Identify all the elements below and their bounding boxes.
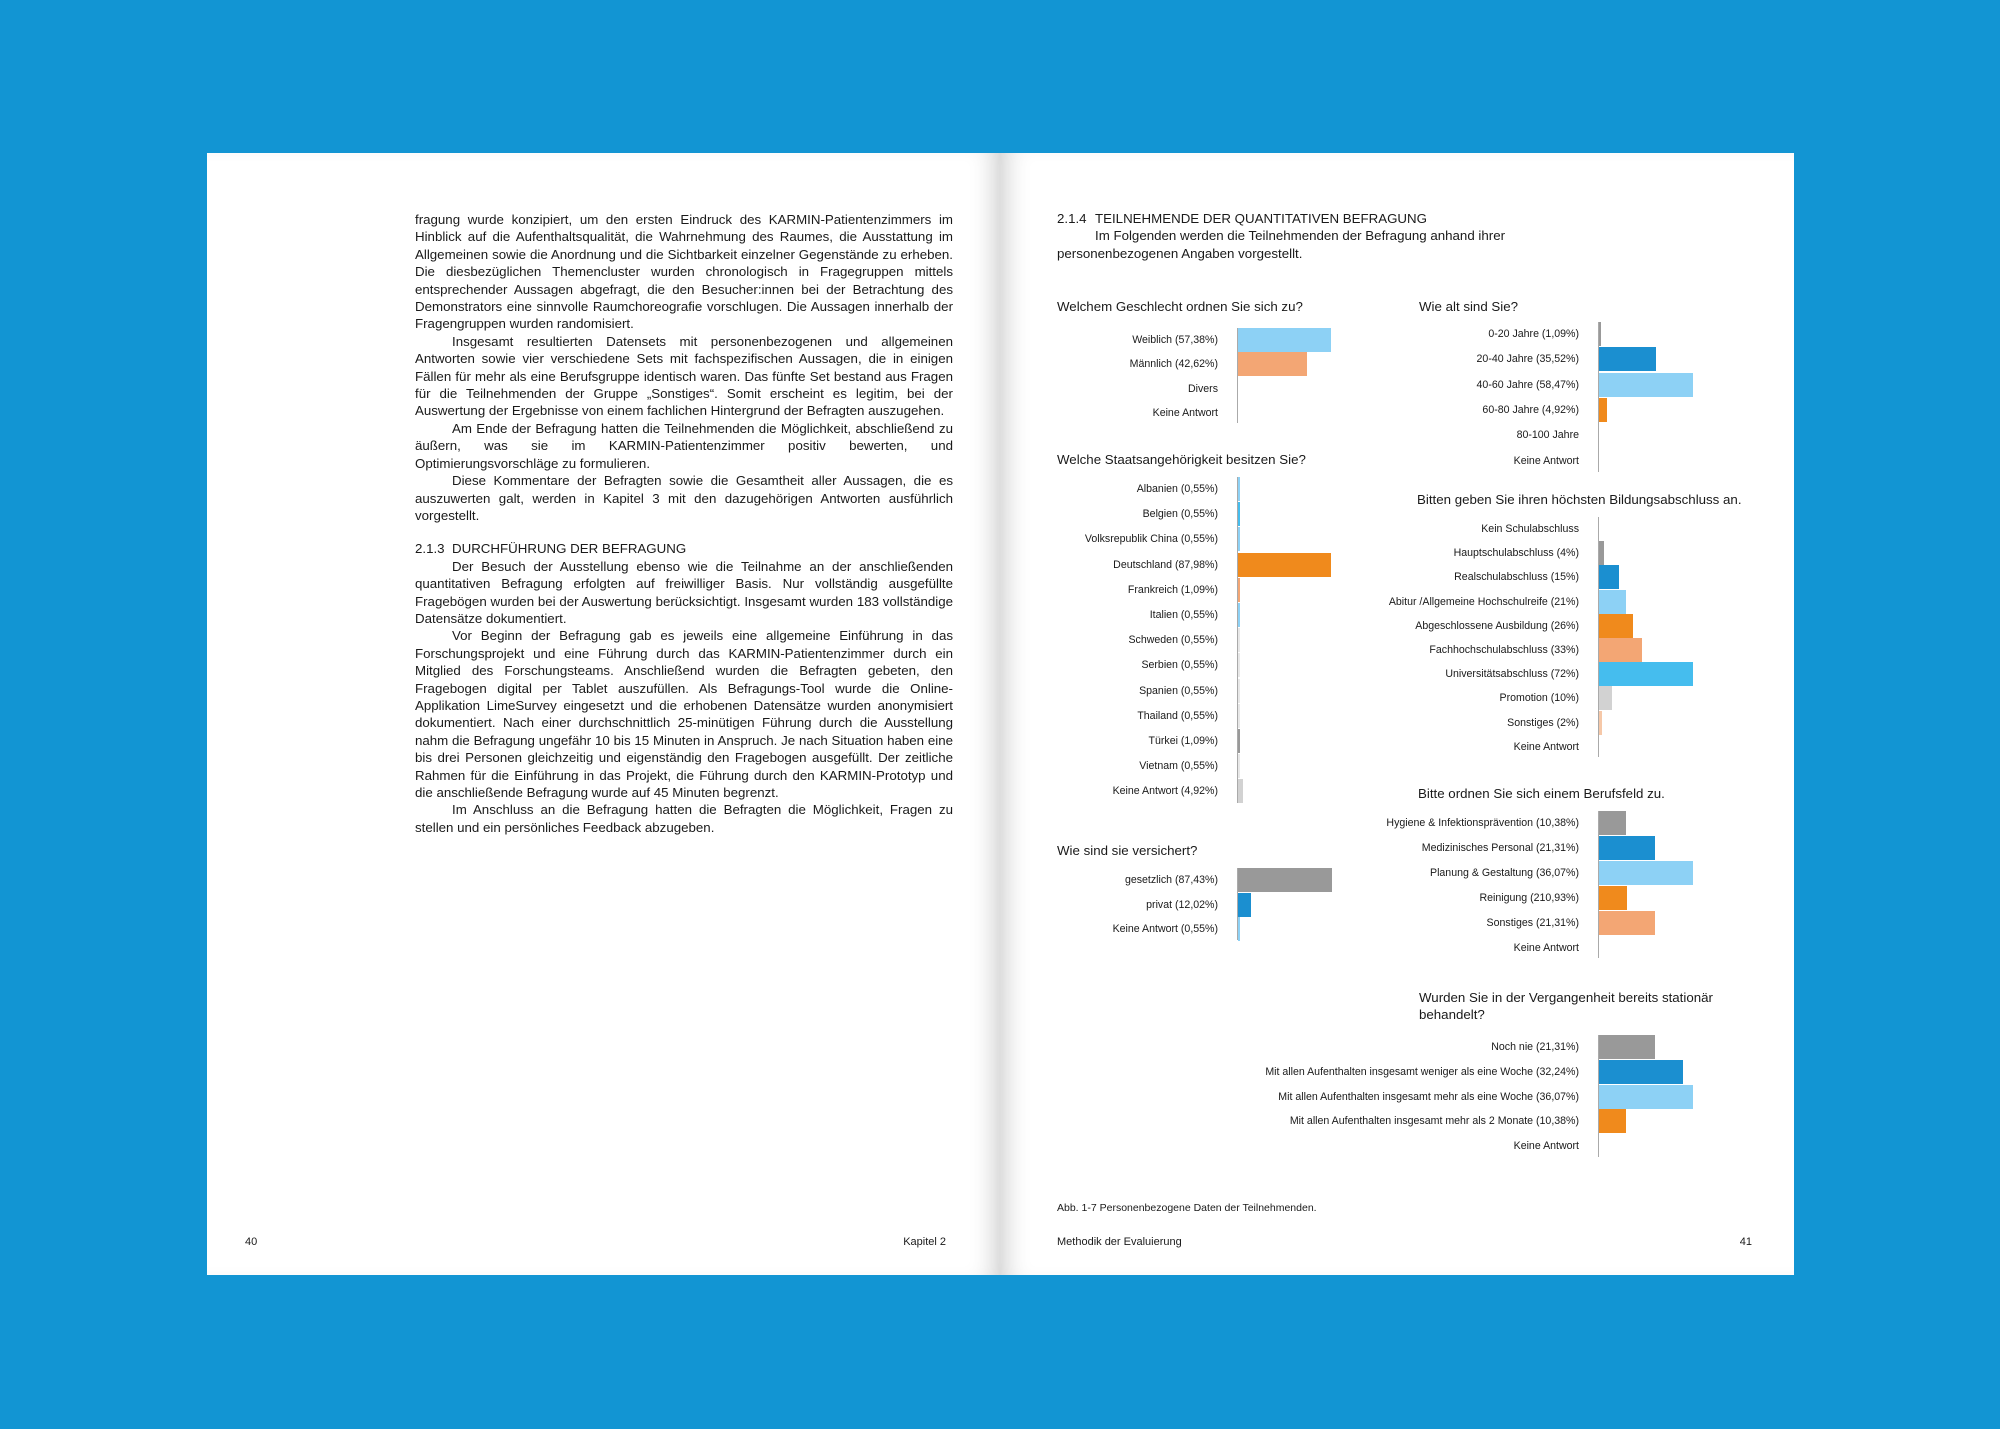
- chart-bar: [1599, 1085, 1693, 1109]
- chart-bar: [1599, 911, 1655, 935]
- chart-bar: [1238, 578, 1240, 602]
- chart-bar: [1599, 614, 1633, 638]
- paragraph: Insgesamt resultierten Datensets mit personenbezogenen und allgemeinen Antworten sowie vier verschiedene Sets mit fachspezifischen Aussagen, die in einigen Fällen für mehr als eine Berufsgruppe identisch waren. Das fünfte Set bestand aus Fragen für die Teilnehmenden der Gruppe „Sonstiges“. Somit erscheint es legitim, bei der Auswertung der Ergebnisse von einem fachlichen Hintergrund der Befragten auszugehen.: [415, 333, 953, 419]
- chart-category-label: Italien (0,55%): [1149, 609, 1218, 621]
- chart-bar: [1599, 662, 1693, 686]
- chart-category-label: Keine Antwort: [1152, 406, 1218, 419]
- chart-category-label: Deutschland (87,98%): [1113, 558, 1218, 571]
- figure-caption: Abb. 1-7 Personenbezogene Daten der Teilnehmenden.: [1057, 1202, 1317, 1214]
- chart-category-label: Hauptschulabschluss (4%): [1453, 547, 1579, 560]
- chart-category-label: Männlich (42,62%): [1129, 358, 1218, 371]
- chart-bar: [1599, 565, 1619, 589]
- chart-bar: [1599, 398, 1607, 422]
- chart-category-label: Fachhochschulabschluss (33%): [1429, 644, 1579, 656]
- chart-category-label: Mit allen Aufenthalten insgesamt mehr als eine Woche (36,07%): [1278, 1090, 1579, 1103]
- chart-category-label: Abgeschlossene Ausbildung (26%): [1415, 619, 1579, 632]
- chart-category-label: privat (12,02%): [1146, 898, 1218, 911]
- right-page: [1000, 153, 1794, 1275]
- chart-title: Bitten geben Sie ihren höchsten Bildungsabschluss an.: [1417, 492, 1742, 507]
- chart-bar: [1238, 477, 1240, 501]
- chart-bar: [1238, 553, 1331, 577]
- chart-category-label: Weiblich (57,38%): [1132, 334, 1218, 346]
- chart-category-label: Noch nie (21,31%): [1491, 1041, 1579, 1053]
- chart-category-label: Albanien (0,55%): [1136, 483, 1218, 495]
- chart-bar: [1238, 704, 1240, 728]
- chart-bar: [1599, 590, 1626, 614]
- section-title-left: DURCHFÜHRUNG DER BEFRAGUNG: [452, 541, 687, 557]
- page-number-right: 41: [1739, 1236, 1752, 1248]
- section-number-left: 2.1.3: [415, 541, 445, 557]
- section-intro: Im Folgenden werden die Teilnehmenden der Befragung anhand ihrer personenbezogenen Angaben vorgestellt.: [1057, 228, 1506, 261]
- chart-category-label: Keine Antwort: [1513, 1140, 1579, 1153]
- chart-category-label: Serbien (0,55%): [1141, 659, 1218, 672]
- chart-bar: [1238, 352, 1307, 376]
- chart-category-label: Mit allen Aufenthalten insgesamt weniger als eine Woche (32,24%): [1265, 1065, 1579, 1078]
- chart-bar: [1238, 779, 1243, 803]
- chart-category-label: Kein Schulabschluss: [1481, 523, 1579, 535]
- chart-bar: [1238, 653, 1240, 677]
- page-number-left: 40: [245, 1236, 258, 1248]
- chart-bar: [1238, 917, 1240, 941]
- chart-bar: [1599, 686, 1612, 710]
- chart-bar: [1238, 603, 1240, 627]
- charts-area: [1000, 153, 1794, 1275]
- chart-category-label: Keine Antwort: [1513, 941, 1579, 954]
- chart-bar: [1238, 527, 1240, 551]
- chart-title: Wie alt sind Sie?: [1419, 299, 1519, 314]
- chart-category-label: 0-20 Jahre (1,09%): [1488, 328, 1579, 340]
- chart-category-label: Spanien (0,55%): [1139, 684, 1218, 697]
- chart-category-label: Keine Antwort: [1513, 740, 1579, 753]
- chart-category-label: Hygiene & Infektionsprävention (10,38%): [1386, 817, 1579, 829]
- chart-bar: [1238, 502, 1240, 526]
- chart-bar: [1599, 861, 1693, 885]
- chart-title: Wurden Sie in der Vergangenheit bereits stationär behandelt?: [1419, 990, 1713, 1022]
- running-head-right: Methodik der Evaluierung: [1057, 1236, 1182, 1248]
- chart-category-label: Keine Antwort (0,55%): [1112, 923, 1218, 936]
- chart-category-label: Divers: [1187, 382, 1218, 395]
- chart-category-label: Planung & Gestaltung (36,07%): [1430, 866, 1579, 879]
- paragraph: Im Anschluss an die Befragung hatten die Befragten die Möglichkeit, Fragen zu stellen und ein persönliches Feedback abzugeben.: [415, 802, 953, 835]
- chart-bar: [1599, 322, 1601, 346]
- chart-category-label: Medizinisches Personal (21,31%): [1421, 841, 1579, 854]
- chart-title: Welchem Geschlecht ordnen Sie sich zu?: [1057, 299, 1303, 314]
- chart-category-label: Promotion (10%): [1499, 692, 1579, 705]
- chart-bar: [1599, 836, 1655, 860]
- paragraph: fragung wurde konzipiert, um den ersten Eindruck des KARMIN-Patientenzimmers im Hinblick auf die Aufenthaltsqualität, die Wahrnehmung des Raumes, die Ausstattung im Allgemeinen sowie die Anordnung und die Sichtbarkeit einzelner Gegenstände zu erheben. Die diesbezüglichen Themencluster wurden chronologisch in Fragegruppen mittels entsprechender Aussagen abgefragt, die den Besucher:innen bei der Betrachtung des Demonstrators eine sinnvolle Raumchoreografie vorschlugen. Die Aussagen innerhalb der Fragengruppen wurden randomisiert.: [415, 212, 953, 332]
- chart-category-label: 40-60 Jahre (58,47%): [1476, 378, 1579, 391]
- paragraph: Am Ende der Befragung hatten die Teilnehmenden die Möglichkeit, abschließend zu äußern, was sie im KARMIN-Patientenzimmer positiv bewerten, und Optimierungsvorschläge zu formulieren.: [415, 420, 953, 471]
- chart-bar: [1599, 886, 1627, 910]
- chart-category-label: gesetzlich (87,43%): [1124, 874, 1218, 886]
- chart-category-label: Abitur /Allgemeine Hochschulreife (21%): [1388, 595, 1579, 608]
- chart-category-label: Schweden (0,55%): [1128, 634, 1218, 647]
- chart-category-label: Sonstiges (2%): [1507, 716, 1579, 729]
- body-text: [415, 211, 953, 836]
- chart-bar: [1599, 373, 1693, 397]
- section-heading-left: [415, 540, 953, 557]
- section-title: TEILNEHMENDE DER QUANTITATIVEN BEFRAGUNG: [1095, 211, 1427, 226]
- chart-category-label: Volksrepublik China (0,55%): [1084, 533, 1218, 546]
- chart-bar: [1599, 1109, 1626, 1133]
- chart-category-label: Reinigung (210,93%): [1479, 891, 1579, 904]
- chart-title: Welche Staatsangehörigkeit besitzen Sie?: [1057, 452, 1306, 467]
- chart-category-label: Sonstiges (21,31%): [1486, 916, 1579, 929]
- chart-category-label: 20-40 Jahre (35,52%): [1476, 353, 1579, 366]
- chart-bar: [1238, 628, 1240, 652]
- chart-category-label: Keine Antwort (4,92%): [1112, 785, 1218, 798]
- chart-bar: [1238, 754, 1240, 778]
- chart-category-label: Belgien (0,55%): [1142, 508, 1218, 521]
- chart-bar: [1599, 347, 1656, 371]
- chart-category-label: Realschulabschluss (15%): [1454, 571, 1579, 584]
- chart-category-label: 80-100 Jahre: [1516, 429, 1579, 442]
- chart-bar: [1599, 811, 1626, 835]
- chart-category-label: Thailand (0,55%): [1137, 709, 1218, 722]
- chart-title: Wie sind sie versichert?: [1057, 843, 1198, 858]
- left-page: [207, 153, 1000, 1275]
- paragraph: Der Besuch der Ausstellung ebenso wie die Teilnahme an der anschließenden quantitativen Befragung erfolgten auf freiwilliger Basis. Nur vollständig ausgefüllte Fragebögen wurden bei der Auswertung berücksichtigt. Insgesamt wurden 183 vollständige Datensätze dokumentiert.: [415, 558, 953, 626]
- chart-bar: [1238, 868, 1332, 892]
- chart-category-label: Frankreich (1,09%): [1127, 583, 1218, 596]
- running-head-left: Kapitel 2: [903, 1236, 946, 1248]
- chart-bar: [1238, 328, 1331, 352]
- chart-bar: [1599, 541, 1604, 565]
- chart-category-label: 60-80 Jahre (4,92%): [1482, 403, 1579, 416]
- chart-bar: [1599, 1035, 1655, 1059]
- chart-category-label: Universitätsabschluss (72%): [1445, 668, 1579, 681]
- paragraph: Vor Beginn der Befragung gab es jeweils eine allgemeine Einführung in das Forschungsprojekt und eine Führung durch das KARMIN-Patientenzimmer durch ein Mitglied des Forschungsteams. Anschließend wurden die Befragten gebeten, den Fragebogen digital per Tablet auszufüllen. Als Befragungs-Tool wurde die Online-Applikation LimeSurvey eingesetzt und die erhobenen Datensätze wurden anonymisiert dokumentiert. Nach einer durchschnittlich 25-minütigen Führung durch die Ausstellung nahm die Befragung ungefähr 10 bis 15 Minuten in Anspruch. Je nach Situation haben eine bis drei Personen gleichzeitig und eigenständig den Fragebogen ausgefüllt. Der zeitliche Rahmen für die Einführung in das Projekt, die Führung durch den KARMIN-Prototyp und die anschließende Befragung wurde auf 45 Minuten begrenzt.: [415, 628, 953, 800]
- chart-title: Bitte ordnen Sie sich einem Berufsfeld zu.: [1418, 786, 1665, 801]
- chart-category-label: Türkei (1,09%): [1148, 735, 1218, 747]
- section-number: 2.1.4: [1057, 211, 1087, 226]
- paragraph: Diese Kommentare der Befragten sowie die Gesamtheit aller Aussagen, die es auszuwerten galt, werden in Kapitel 3 mit den dazugehörigen Antworten ausführlich vorgestellt.: [415, 473, 953, 523]
- chart-bar: [1238, 679, 1240, 703]
- chart-bar: [1599, 638, 1642, 662]
- chart-category-label: Vietnam (0,55%): [1139, 760, 1218, 773]
- chart-category-label: Mit allen Aufenthalten insgesamt mehr als 2 Monate (10,38%): [1289, 1115, 1579, 1128]
- chart-bar: [1599, 711, 1602, 735]
- chart-bar: [1238, 893, 1251, 917]
- chart-bar: [1238, 729, 1240, 753]
- chart-category-label: Keine Antwort: [1513, 454, 1579, 467]
- chart-bar: [1599, 1060, 1683, 1084]
